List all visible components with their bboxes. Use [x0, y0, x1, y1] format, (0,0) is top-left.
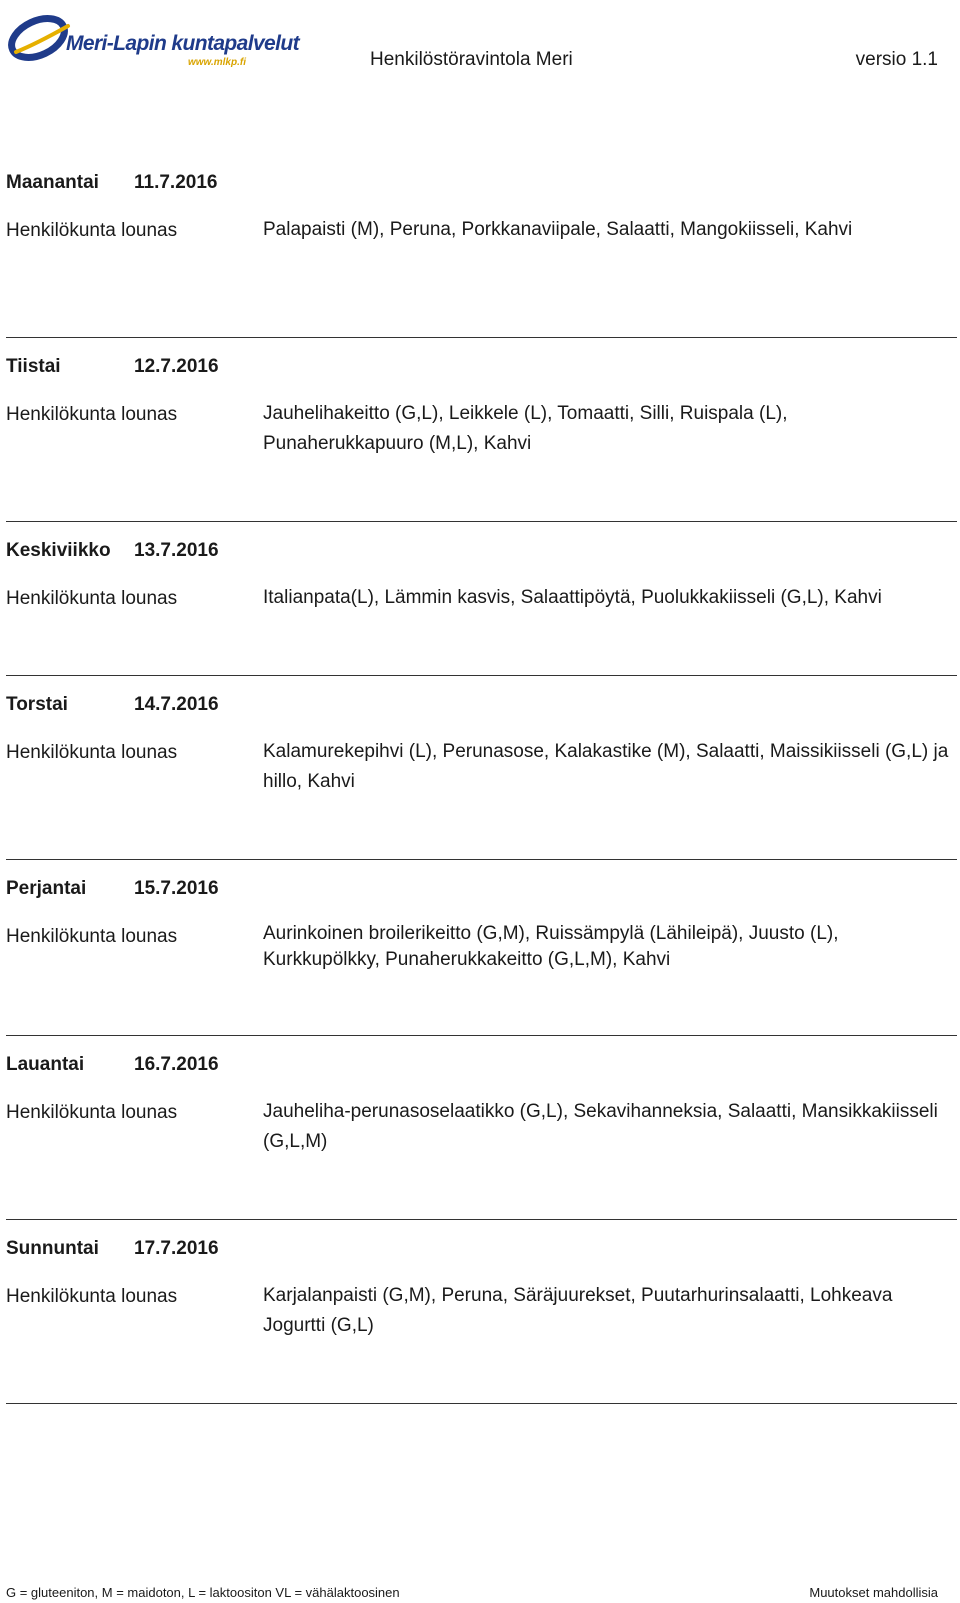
section-divider — [6, 1219, 957, 1220]
document-title: Henkilöstöravintola Meri — [370, 49, 573, 70]
meal-label: Henkilökunta lounas — [6, 926, 178, 947]
meal-menu: Karjalanpaisti (G,M), Peruna, Säräjuurekset, Puutarhurinsalaatti, Lohkeava Jogurtti (G,L) — [263, 1285, 893, 1336]
section-divider — [6, 859, 957, 860]
meal-label: Henkilökunta lounas — [6, 404, 178, 425]
page-header — [0, 0, 960, 90]
changes-note: Muutokset mahdollisia — [809, 1585, 938, 1600]
meal-label: Henkilökunta lounas — [6, 1286, 178, 1307]
day-date: 12.7.2016 — [134, 356, 219, 377]
day-date: 14.7.2016 — [134, 694, 219, 715]
day-name: Maanantai — [6, 172, 99, 193]
diet-legend: G = gluteeniton, M = maidoton, L = laktoositon VL = vähälaktoosinen — [6, 1585, 400, 1600]
day-name: Keskiviikko — [6, 540, 111, 561]
day-date: 15.7.2016 — [134, 878, 219, 899]
section-divider — [6, 337, 957, 338]
meal-menu: Jauheliha-perunasoselaatikko (G,L), Sekavihanneksia, Salaatti, Mansikkakiisseli (G,L,M) — [263, 1101, 938, 1152]
meal-label: Henkilökunta lounas — [6, 742, 178, 763]
section-divider — [6, 675, 957, 676]
meal-label: Henkilökunta lounas — [6, 588, 178, 609]
day-name: Sunnuntai — [6, 1238, 99, 1259]
day-date: 13.7.2016 — [134, 540, 219, 561]
meal-menu: Aurinkoinen broilerikeitto (G,M), Ruissämpylä (Lähileipä), Juusto (L), Kurkkupölkky, Punaherukkakeitto (G,L,M), Kahvi — [263, 923, 839, 970]
day-name: Perjantai — [6, 878, 87, 899]
logo-name: Meri-Lapin kuntapalvelut — [66, 32, 299, 55]
meal-menu: Kalamurekepihvi (L), Perunasose, Kalakastike (M), Salaatti, Maissikiisseli (G,L) ja hillo, Kahvi — [263, 741, 949, 792]
logo-url: www.mlkp.fi — [188, 57, 246, 68]
day-name: Lauantai — [6, 1054, 85, 1075]
day-name: Tiistai — [6, 356, 61, 377]
section-divider — [6, 521, 957, 522]
section-divider — [6, 1035, 957, 1036]
day-date: 11.7.2016 — [134, 172, 218, 193]
day-date: 17.7.2016 — [134, 1238, 219, 1259]
meal-menu: Palapaisti (M), Peruna, Porkkanaviipale, Salaatti, Mangokiisseli, Kahvi — [263, 219, 853, 240]
day-date: 16.7.2016 — [134, 1054, 219, 1075]
meal-label: Henkilökunta lounas — [6, 1102, 178, 1123]
meal-menu: Italianpata(L), Lämmin kasvis, Salaattipöytä, Puolukkakiisseli (G,L), Kahvi — [263, 587, 882, 608]
day-name: Torstai — [6, 694, 68, 715]
organization-logo — [6, 4, 299, 68]
meal-label: Henkilökunta lounas — [6, 220, 178, 241]
section-divider — [6, 1403, 957, 1404]
document-version: versio 1.1 — [855, 49, 938, 70]
meal-menu: Jauhelihakeitto (G,L), Leikkele (L), Tomaatti, Silli, Ruispala (L), Punaherukkapuuro (M,L), Kahvi — [263, 403, 788, 454]
